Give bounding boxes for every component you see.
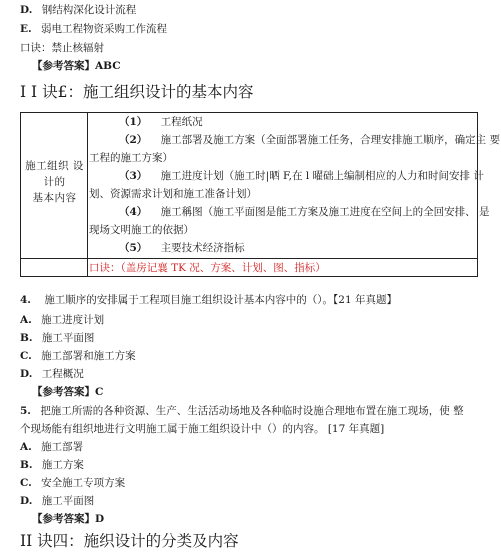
row-text: 施工稱图（施工平面图是能工方案及施工进度在空间上的全回安排、 是 — [160, 206, 490, 218]
label-line: 计的 — [43, 176, 66, 188]
option-text: 施工平面图 — [41, 332, 95, 344]
question-text: 把施工所需的各种资源、生产、生活活动场地及各种临时设施合理地布置在施工现场，使 整 — [40, 405, 464, 417]
table-row-3 — [119, 169, 484, 183]
row-continuation: 工程的施工方案） — [89, 152, 173, 164]
label-line: 施工组织 设 — [25, 160, 84, 172]
row-continuation: 现场文明施工的依据） — [89, 224, 194, 236]
answer-value: C — [95, 386, 104, 398]
option-text: 施工方案 — [41, 459, 84, 471]
row-continuation: 划、资源需求计划和施工准备计划） — [89, 188, 257, 200]
option-letter: A. — [20, 314, 32, 326]
q4-answer — [32, 385, 103, 399]
option-text: 钢结构深化设计流程 — [41, 4, 137, 16]
option-text: 施工进度计划 — [41, 314, 105, 326]
q4-option-b — [20, 331, 94, 345]
section-title: II 诀四：施织设计的分类及内容 — [20, 532, 239, 550]
table-divider — [21, 258, 477, 259]
option-letter: C. — [20, 350, 32, 362]
table-row-5 — [119, 241, 245, 255]
answer-value: D — [95, 513, 105, 525]
option-letter: D. — [20, 4, 33, 16]
table-divider — [87, 258, 88, 277]
option-text: 施工部署和施工方案 — [41, 350, 136, 362]
table-row-2 — [119, 133, 500, 147]
question-number: 4. — [20, 294, 31, 306]
row-number: （3） — [119, 170, 148, 182]
q5-option-a — [20, 440, 83, 454]
question-5-stem — [20, 404, 464, 418]
answer-value: ABC — [95, 60, 121, 72]
option-letter: A. — [20, 441, 32, 453]
option-letter: C. — [20, 477, 32, 489]
section-title: I I 诀£：施工组织设计的基本内容 — [20, 83, 254, 101]
answer-label: 【参考答案】 — [32, 386, 95, 398]
q4-option-d — [20, 367, 84, 381]
label-line: 基本内容 — [32, 192, 77, 204]
option-text: 安全施工专项方案 — [41, 477, 126, 489]
option-d — [20, 3, 136, 17]
question-number: 5. — [20, 405, 31, 417]
row-number: （4） — [119, 206, 148, 218]
answer-label: 【参考答案】 — [32, 60, 95, 72]
row-text: 工程纸况 — [160, 116, 203, 128]
table-left-label — [23, 158, 86, 206]
table-row-1 — [119, 115, 203, 129]
question-text: 施工顺序的安排属于工程项目施工组织设计基本内容中的（）。【21 年真题】 — [44, 294, 398, 306]
option-letter: D. — [20, 368, 33, 380]
option-letter: E. — [20, 23, 32, 35]
option-text: 工程概况 — [41, 368, 84, 380]
option-letter: D. — [20, 495, 33, 507]
row-number: （2） — [119, 134, 148, 146]
option-letter: B. — [20, 459, 33, 471]
mnemonic-text: 口诀：禁止核辐射 — [20, 42, 104, 54]
row-text: 施工部署及施工方案（全面部署施工任务，合理安排施工顺序，确定主 要 — [160, 134, 500, 146]
answer-line — [32, 59, 121, 73]
option-text: 弱电工程物资采购工作流程 — [41, 23, 168, 35]
table-left-cell — [21, 113, 88, 258]
q5-option-b — [20, 458, 84, 472]
row-number: （1） — [119, 116, 148, 128]
question-5-stem-cont: 个现场能有组织地进行文明施工属于施工组织设计中（）的内容。 [17 年真题] — [20, 423, 385, 435]
q5-option-c — [20, 476, 125, 490]
option-text: 施工部署 — [41, 441, 84, 453]
q5-answer — [32, 512, 104, 526]
question-4-stem — [20, 293, 397, 307]
table-mnemonic: 口诀：（盖房记襄 TK 况、方案、计划、图、指标） — [89, 262, 326, 274]
option-text: 施工平面图 — [41, 495, 95, 507]
option-e — [20, 22, 167, 36]
row-text: 施工进度计划（施工时|晒 F,在 l 曜础上编制相应的人力和时间安排 计 — [160, 170, 484, 182]
row-number: （5） — [119, 242, 148, 254]
q5-option-d — [20, 494, 94, 508]
option-letter: B. — [20, 332, 33, 344]
content-table — [20, 112, 500, 277]
answer-label: 【参考答案】 — [32, 513, 95, 525]
q4-option-a — [20, 313, 104, 327]
row-text: 主要技术经济指标 — [160, 242, 245, 254]
q4-option-c — [20, 349, 136, 363]
table-row-4 — [119, 205, 490, 219]
